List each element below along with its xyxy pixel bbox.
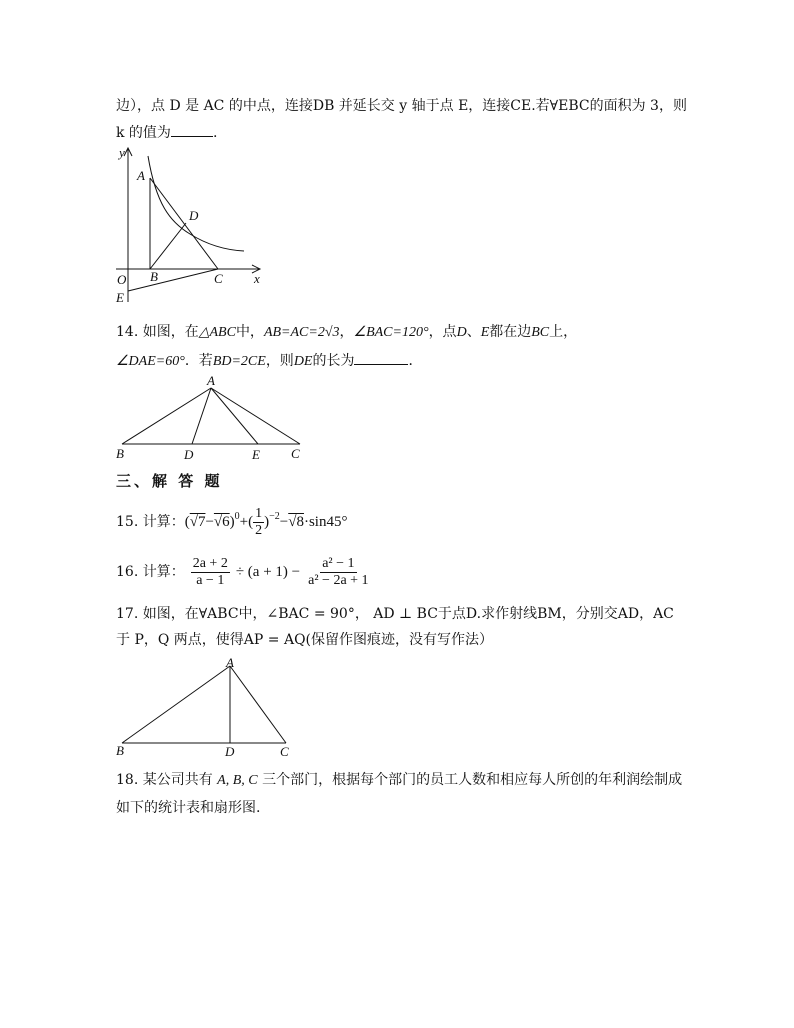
q15-label: 15. 计算： bbox=[116, 514, 185, 530]
fig17-label-a: A bbox=[226, 655, 234, 670]
fig13-segment-ec bbox=[128, 269, 218, 291]
q13-line2-suffix: . bbox=[212, 125, 218, 141]
q14-line2 bbox=[116, 350, 422, 372]
q15-sin45: ·sin45° bbox=[303, 514, 348, 530]
q16-fraction-1-num: 2a + 2 bbox=[192, 555, 228, 571]
q15-fraction-den: 2 bbox=[255, 522, 263, 538]
fig13-label-o: O bbox=[117, 272, 127, 287]
fig14-label-e: E bbox=[252, 447, 260, 462]
q15-sqrt6: √6 bbox=[213, 514, 230, 530]
fig17-label-c: C bbox=[280, 744, 289, 759]
fig13-label-e: E bbox=[116, 290, 124, 305]
fig13-curve bbox=[148, 156, 244, 251]
q14-segment-de: DE bbox=[293, 354, 313, 369]
fig13-label-y: y bbox=[119, 145, 125, 160]
q14-text: ， bbox=[339, 324, 354, 340]
fig17-side-ac bbox=[230, 666, 286, 743]
fig13-segment-bd bbox=[150, 223, 186, 269]
fig13-label-x: x bbox=[254, 271, 260, 286]
q15-sqrt7: √7 bbox=[189, 514, 206, 530]
q14-point-d: D bbox=[456, 325, 467, 340]
q15-fraction bbox=[253, 506, 264, 539]
q15-sqrt8: √8 bbox=[288, 514, 304, 530]
fig17-label-d: D bbox=[225, 744, 235, 759]
fig14-side-ac bbox=[211, 388, 300, 444]
q14-text: ，点 bbox=[428, 324, 457, 340]
q16-fraction-1 bbox=[191, 556, 230, 589]
q16-label: 16. 计算： bbox=[116, 564, 185, 580]
q16-fraction-2 bbox=[306, 556, 370, 589]
section-heading: 三、解 答 题 bbox=[116, 472, 223, 490]
q16-fraction-1-den: a − 1 bbox=[196, 572, 225, 588]
q14-point-e: E bbox=[480, 325, 490, 340]
q18-text: 三个部门，根据每个部门的员工人数和相应每人所创的年利润绘制成 bbox=[257, 772, 683, 788]
q14-text: 、 bbox=[466, 324, 481, 340]
q14-text: 上， bbox=[549, 324, 578, 340]
q16-operator: ÷ (a + 1) − bbox=[235, 564, 301, 580]
q18-line2: 如下的统计表和扇形图. bbox=[116, 800, 261, 816]
q15-math: ( bbox=[184, 514, 190, 530]
fig14-label-c: C bbox=[291, 446, 300, 461]
fig14-label-a: A bbox=[207, 373, 215, 388]
q15-math: +( bbox=[239, 514, 254, 530]
q14-answer-blank bbox=[354, 350, 408, 365]
fig14-segment-ad bbox=[192, 388, 211, 444]
fig17-label-b: B bbox=[116, 743, 124, 758]
fig17-side-ab bbox=[122, 666, 230, 743]
q16-fraction-2-den: a² − 2a + 1 bbox=[308, 572, 369, 588]
fig13-label-b: B bbox=[150, 269, 158, 284]
q16-fraction-2-num: a² − 1 bbox=[322, 555, 355, 571]
fig14-label-b: B bbox=[116, 446, 124, 461]
q13-line2-prefix: k 的值为 bbox=[116, 125, 171, 141]
figure-17-right-triangle bbox=[110, 654, 300, 760]
q13-line2 bbox=[116, 122, 217, 143]
q14-text: ．若 bbox=[184, 353, 213, 369]
q15-exponent-zero: 0 bbox=[234, 511, 240, 522]
q14-triangle: △ABC bbox=[198, 325, 236, 340]
q18-line1 bbox=[116, 770, 682, 791]
q15-fraction-num: 1 bbox=[255, 505, 263, 521]
figure-14-triangle bbox=[110, 372, 310, 464]
q14-text: ． bbox=[408, 353, 423, 369]
q15-exponent-neg2: −2 bbox=[269, 511, 280, 522]
q13-answer-blank bbox=[171, 122, 213, 137]
fig13-label-d: D bbox=[189, 208, 199, 223]
q14-condition-bd: BD=2CE bbox=[212, 354, 266, 369]
q14-text: ，则 bbox=[265, 353, 294, 369]
q15-math: ) bbox=[264, 514, 270, 530]
fig13-label-a: A bbox=[137, 168, 145, 183]
q15-math: − bbox=[205, 514, 214, 530]
q14-text: 都在边 bbox=[489, 324, 532, 340]
q14-number: 14. bbox=[116, 324, 139, 340]
figure-13-hyperbola bbox=[110, 142, 270, 308]
q14-condition: AB=AC=2 bbox=[263, 325, 325, 340]
q16-line bbox=[116, 552, 371, 592]
q15-math: − bbox=[279, 514, 289, 530]
q14-text: 如图，在 bbox=[142, 324, 199, 340]
fig13-label-c: C bbox=[214, 271, 223, 286]
q14-angle-dae: ∠DAE=60° bbox=[116, 354, 185, 369]
q14-angle: ∠BAC=120° bbox=[353, 325, 429, 340]
fig14-side-ab bbox=[122, 388, 211, 444]
q14-line1 bbox=[116, 322, 577, 343]
fig14-segment-ae bbox=[211, 388, 258, 444]
q15-line bbox=[116, 505, 347, 539]
q17-line2: 于 P，Q 两点，使得AP = AQ(保留作图痕迹，没有写作法） bbox=[116, 632, 494, 648]
q18-departments: A, B, C bbox=[217, 773, 258, 788]
q14-side-bc: BC bbox=[531, 325, 550, 340]
q17-line1: 17. 如图，在∀ABC中，∠BAC = 90°， AD ⊥ BC于点D.求作射线BM，分别交AD，AC bbox=[116, 606, 674, 622]
fig14-label-d: D bbox=[184, 447, 194, 462]
q14-text: 中， bbox=[235, 324, 264, 340]
q15-math: ) bbox=[229, 514, 235, 530]
q18-text: 18. 某公司共有 bbox=[116, 772, 218, 788]
q14-sqrt3: √3 bbox=[324, 325, 340, 340]
q14-text: 的长为 bbox=[312, 353, 355, 369]
q13-line1: 边），点 D 是 AC 的中点，连接DB 并延长交 y 轴于点 E，连接CE.若∀EBC的面积为 3，则 bbox=[116, 98, 687, 114]
